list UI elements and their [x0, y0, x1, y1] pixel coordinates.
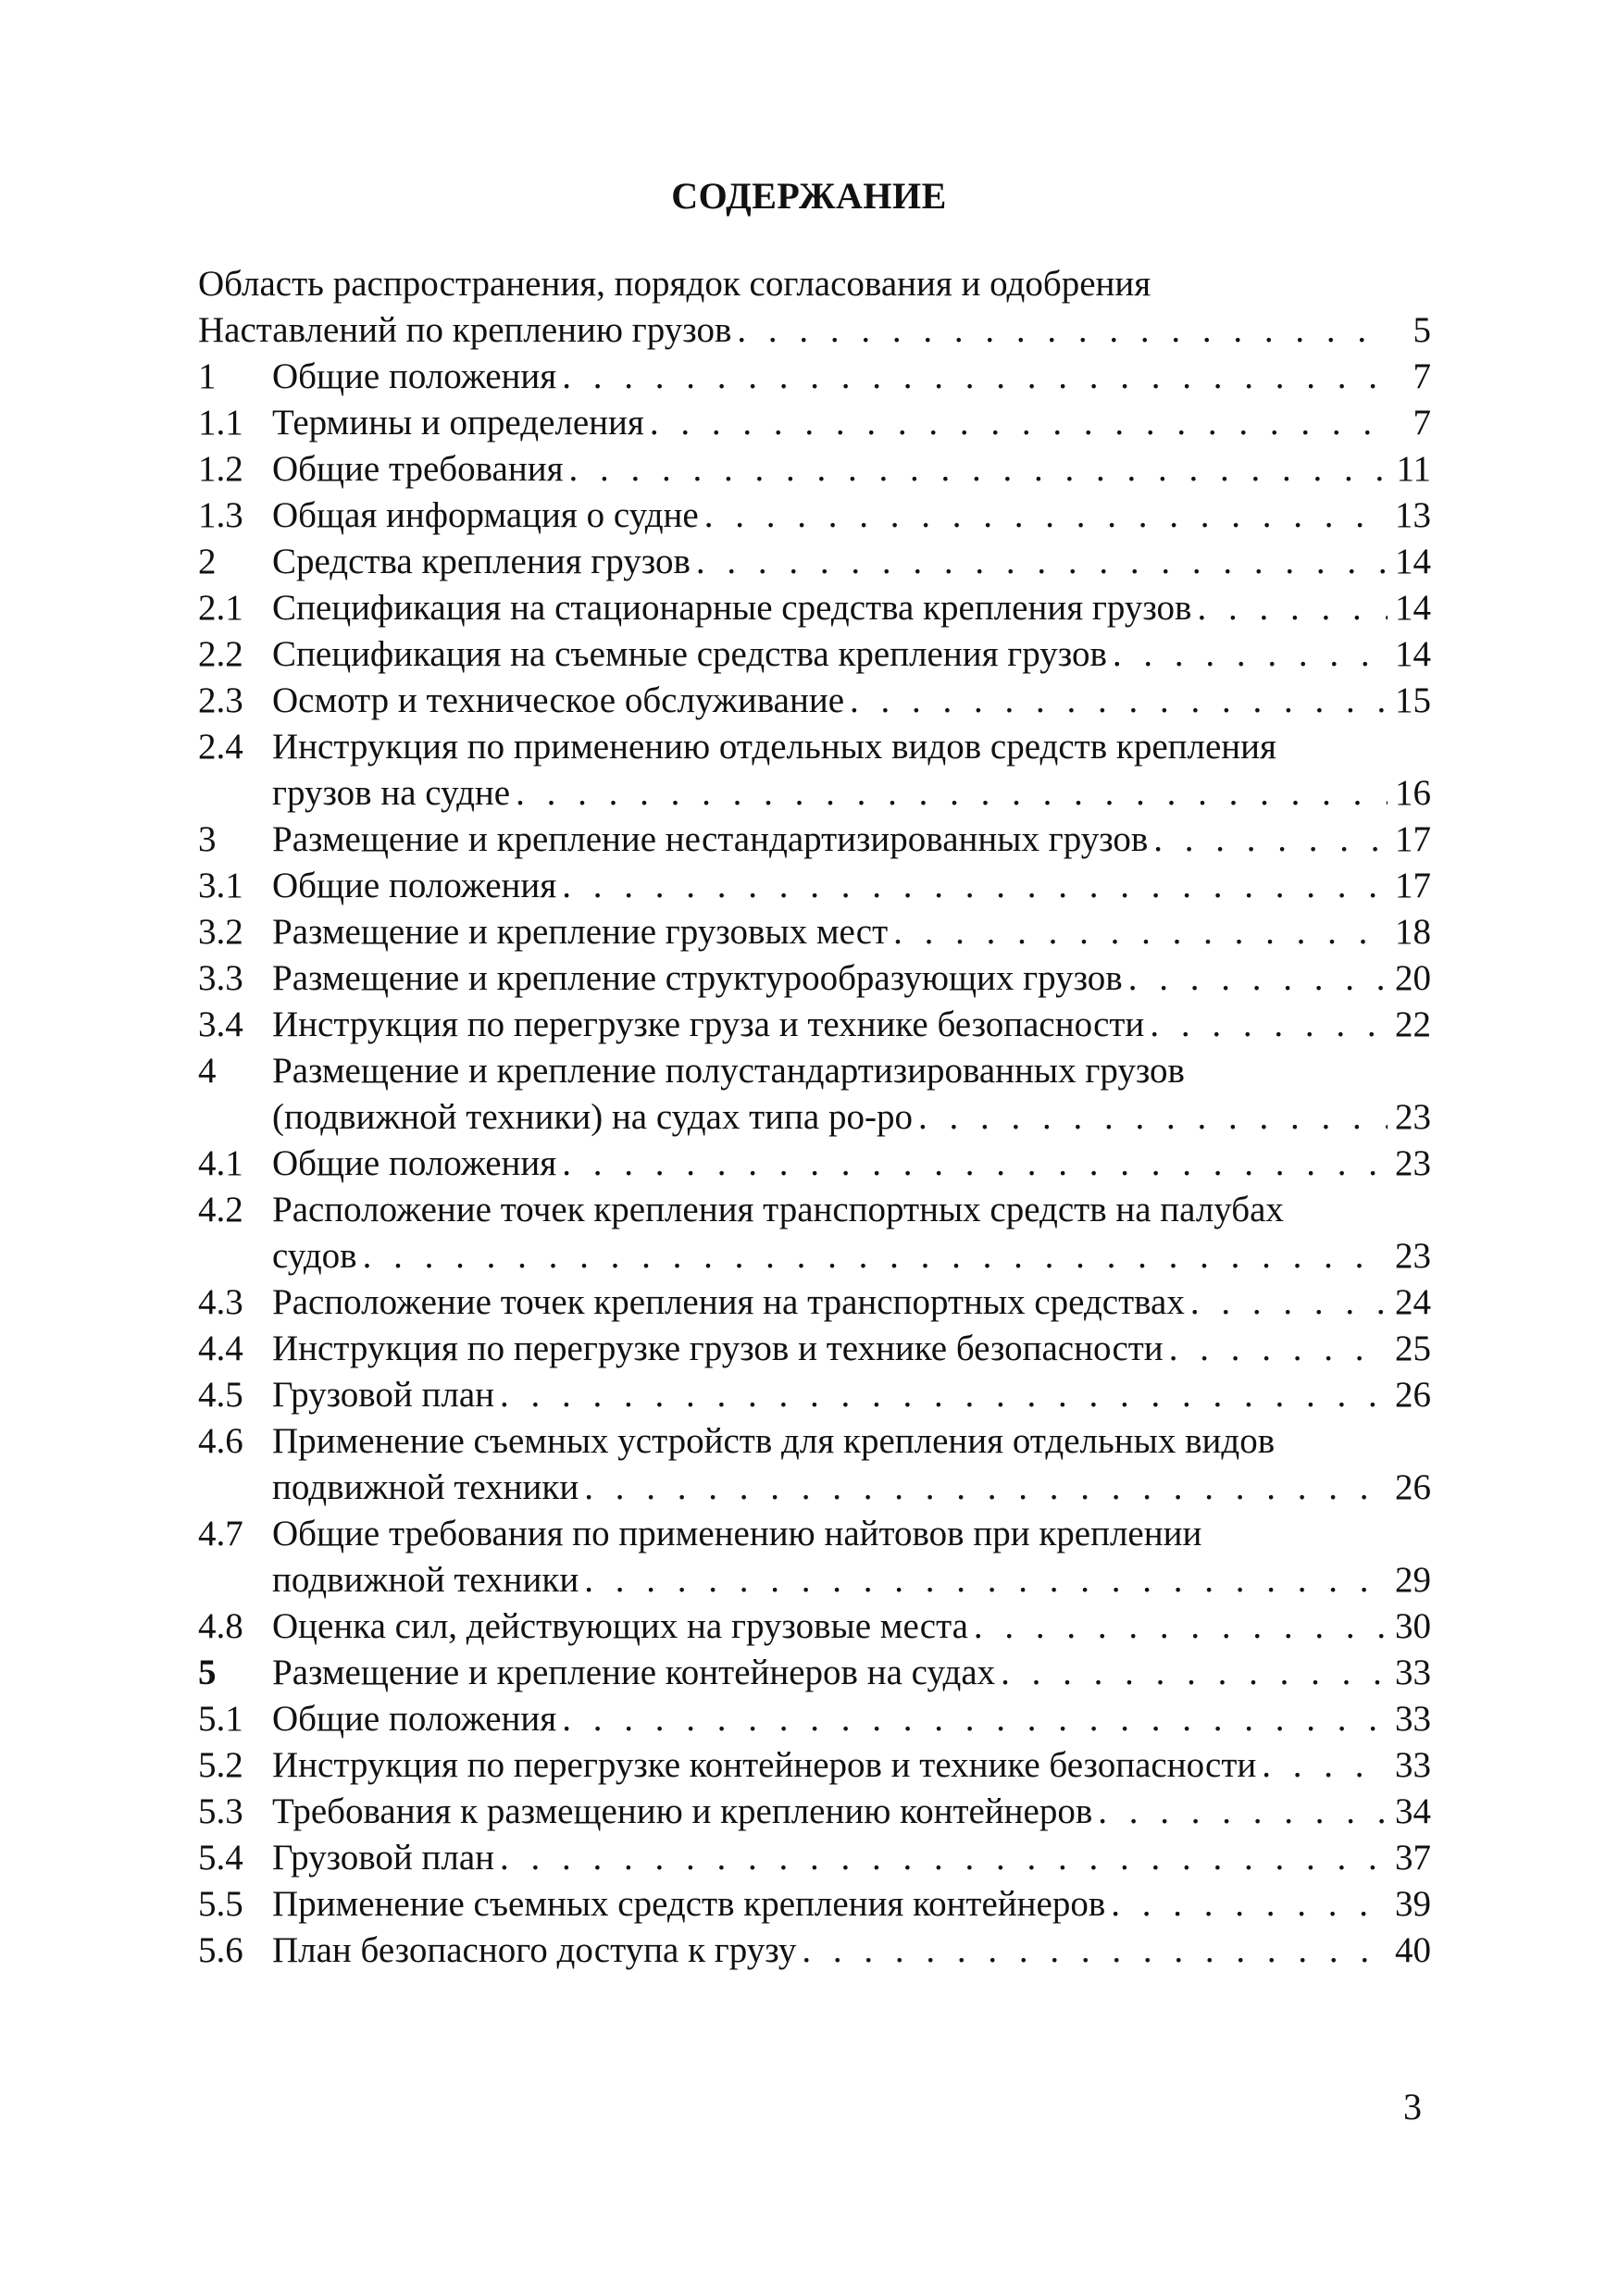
dot-leader: [1169, 1326, 1388, 1372]
toc-entry[interactable]: [198, 1326, 1431, 1372]
page-title: СОДЕРЖАНИЕ: [671, 175, 947, 217]
dot-leader: [1197, 585, 1388, 631]
toc-entry-title: Область распространения, порядок согласования и одобрения: [198, 264, 1151, 304]
toc-entry-number: 3.3: [198, 958, 243, 998]
dot-leader: [363, 1233, 1388, 1279]
toc-entry-title: Размещение и крепление грузовых мест: [272, 912, 889, 952]
toc-entry[interactable]: [198, 1141, 1431, 1187]
toc-entry-number: 1.2: [198, 449, 243, 489]
toc-entry-number: 2.2: [198, 634, 243, 674]
toc-entry-page: 26: [1395, 1467, 1431, 1507]
toc-entry-number: 2.1: [198, 588, 243, 628]
toc-entry[interactable]: [198, 539, 1431, 585]
toc-entry-number: 5.3: [198, 1791, 243, 1831]
toc-entry[interactable]: [198, 909, 1431, 955]
toc-entry-title: Общие положения: [272, 1699, 557, 1739]
toc-entry-title: судов: [272, 1236, 357, 1276]
toc-entry-title: Общие положения: [272, 356, 557, 396]
toc-entry-number: 4.5: [198, 1375, 243, 1415]
toc-entry-page: 33: [1395, 1653, 1431, 1692]
toc-entry-page: 15: [1395, 680, 1431, 720]
toc-entry-page: 26: [1395, 1375, 1431, 1415]
toc-entry-page: 33: [1395, 1699, 1431, 1739]
dot-leader: [1153, 817, 1388, 863]
toc-entry-title: Инструкция по перегрузке грузов и технике безопасности: [272, 1329, 1164, 1368]
toc-entry-page: 24: [1395, 1282, 1431, 1322]
toc-entry-number: 5.4: [198, 1838, 243, 1878]
toc-entry-number: 5.6: [198, 1930, 243, 1970]
toc-entry[interactable]: [198, 585, 1431, 631]
toc-entry-title: Средства крепления грузов: [272, 542, 691, 581]
toc-entry-number: 4.3: [198, 1282, 243, 1322]
toc-entry-number: 5: [198, 1653, 217, 1692]
toc-entry-number: 4.1: [198, 1143, 243, 1183]
toc-entry-number: 5.2: [198, 1745, 243, 1785]
toc-entry-title: подвижной техники: [272, 1467, 579, 1507]
toc-entry-number: 1.1: [198, 403, 243, 443]
dot-leader: [500, 1372, 1388, 1418]
dot-leader: [562, 1141, 1388, 1187]
toc-entry[interactable]: [198, 817, 1431, 863]
toc-entry-page: 34: [1395, 1791, 1431, 1831]
toc-entry-title: Спецификация на съемные средства крепления грузов: [272, 634, 1107, 674]
toc-entry[interactable]: [198, 724, 1431, 817]
dot-leader: [1128, 955, 1388, 1002]
toc-entry-number: 4.8: [198, 1606, 243, 1646]
toc-entry[interactable]: [198, 1048, 1431, 1141]
toc-entry[interactable]: [198, 1511, 1431, 1603]
toc-entry-page: 16: [1395, 773, 1431, 813]
toc-entry-page: 23: [1395, 1236, 1431, 1276]
toc-entry-title: Общие требования: [272, 449, 564, 489]
toc-entry-title: Расположение точек крепления на транспортных средствах: [272, 1282, 1185, 1322]
dot-leader: [500, 1835, 1388, 1881]
toc-entry[interactable]: [198, 493, 1431, 539]
dot-leader: [1262, 1742, 1388, 1789]
toc-entry[interactable]: [198, 1372, 1431, 1418]
toc-entry-title: Грузовой план: [272, 1838, 495, 1878]
toc-entry-title: Общие положения: [272, 1143, 557, 1183]
toc-entry-title: Требования к размещению и креплению контейнеров: [272, 1791, 1093, 1831]
toc-entry-page: 40: [1395, 1930, 1431, 1970]
dot-leader: [1111, 1881, 1388, 1928]
toc-entry-title: Спецификация на стационарные средства крепления грузов: [272, 588, 1192, 628]
toc-entry-number: 3.2: [198, 912, 243, 952]
table-of-contents: [198, 261, 1431, 1974]
toc-entry-page: 14: [1395, 634, 1431, 674]
toc-entry[interactable]: [198, 1603, 1431, 1650]
toc-entry[interactable]: [198, 1418, 1431, 1511]
toc-entry-page: 17: [1395, 866, 1431, 905]
toc-entry-number: 5.5: [198, 1884, 243, 1924]
toc-entry-number: 4.4: [198, 1329, 243, 1368]
toc-entry[interactable]: [198, 261, 1431, 354]
toc-entry-title: Размещение и крепление контейнеров на судах: [272, 1653, 996, 1692]
toc-entry[interactable]: [198, 1002, 1431, 1048]
toc-entry-page: 18: [1395, 912, 1431, 952]
dot-leader: [1001, 1650, 1388, 1696]
toc-entry-number: 2: [198, 542, 217, 581]
dot-leader: [850, 678, 1388, 724]
toc-entry-page: 39: [1395, 1884, 1431, 1924]
toc-entry-number: 3.4: [198, 1004, 243, 1044]
toc-entry-title: Грузовой план: [272, 1375, 495, 1415]
toc-entry-page: 30: [1395, 1606, 1431, 1646]
dot-leader: [918, 1094, 1388, 1141]
dot-leader: [737, 307, 1388, 354]
dot-leader: [569, 446, 1388, 493]
toc-entry-title: Общая информация о судне: [272, 495, 699, 535]
dot-leader: [1150, 1002, 1388, 1048]
toc-entry[interactable]: [198, 400, 1431, 446]
toc-entry-page: 25: [1395, 1329, 1431, 1368]
toc-entry[interactable]: [198, 1279, 1431, 1326]
toc-entry[interactable]: [198, 1742, 1431, 1789]
toc-entry[interactable]: [198, 1650, 1431, 1696]
toc-entry-title: Инструкция по перегрузке груза и технике безопасности: [272, 1004, 1145, 1044]
page-number: 3: [1403, 2086, 1422, 2128]
toc-entry-title: Оценка сил, действующих на грузовые места: [272, 1606, 968, 1646]
toc-entry-page: 23: [1395, 1097, 1431, 1137]
dot-leader: [704, 493, 1388, 539]
toc-entry[interactable]: [198, 1187, 1431, 1279]
toc-entry-title: Общие положения: [272, 866, 557, 905]
toc-entry-number: 4.7: [198, 1514, 243, 1554]
toc-entry-title: Применение съемных средств крепления контейнеров: [272, 1884, 1106, 1924]
dot-leader: [516, 770, 1388, 817]
toc-entry-number: 1: [198, 356, 217, 396]
dot-leader: [584, 1557, 1388, 1603]
toc-entry-title: Общие требования по применению найтовов при креплении: [272, 1514, 1202, 1554]
toc-entry-number: 2.3: [198, 680, 243, 720]
toc-entry-page: 14: [1395, 542, 1431, 581]
toc-entry-number: 4.6: [198, 1421, 243, 1461]
toc-entry-number: 3.1: [198, 866, 243, 905]
toc-entry-title: грузов на судне: [272, 773, 511, 813]
toc-entry-title: (подвижной техники) на судах типа ро-ро: [272, 1097, 913, 1137]
toc-entry-number: 3: [198, 819, 217, 859]
dot-leader: [893, 909, 1388, 955]
toc-entry-page: 7: [1413, 356, 1431, 396]
toc-entry-number: 4: [198, 1051, 217, 1091]
dot-leader: [562, 863, 1388, 909]
dot-leader: [1113, 631, 1388, 678]
toc-entry[interactable]: [198, 354, 1431, 400]
dot-leader: [974, 1603, 1388, 1650]
dot-leader: [584, 1465, 1388, 1511]
toc-entry-page: 20: [1395, 958, 1431, 998]
toc-entry[interactable]: [198, 1835, 1431, 1881]
dot-leader: [650, 400, 1388, 446]
toc-entry-page: 11: [1396, 449, 1431, 489]
toc-entry-page: 22: [1395, 1004, 1431, 1044]
toc-entry-title: Наставлений по креплению грузов: [198, 310, 732, 350]
toc-entry-page: 17: [1395, 819, 1431, 859]
dot-leader: [696, 539, 1388, 585]
dot-leader: [562, 354, 1388, 400]
toc-entry[interactable]: [198, 1789, 1431, 1835]
toc-entry-page: 23: [1395, 1143, 1431, 1183]
dot-leader: [802, 1928, 1388, 1974]
toc-entry-page: 5: [1413, 310, 1431, 350]
toc-entry-title: Осмотр и техническое обслуживание: [272, 680, 845, 720]
toc-entry-page: 13: [1395, 495, 1431, 535]
toc-entry[interactable]: [198, 863, 1431, 909]
toc-entry-number: 5.1: [198, 1699, 243, 1739]
toc-entry[interactable]: [198, 1696, 1431, 1742]
toc-entry[interactable]: [198, 631, 1431, 678]
toc-entry[interactable]: [198, 955, 1431, 1002]
toc-entry-page: 29: [1395, 1560, 1431, 1600]
toc-entry-title: Инструкция по применению отдельных видов средств крепления: [272, 727, 1276, 767]
toc-entry-number: 4.2: [198, 1190, 243, 1229]
dot-leader: [1190, 1279, 1388, 1326]
toc-entry-title: Расположение точек крепления транспортных средств на палубах: [272, 1190, 1284, 1229]
toc-entry[interactable]: [198, 1928, 1431, 1974]
toc-entry-number: 2.4: [198, 727, 243, 767]
toc-entry-title: Инструкция по перегрузке контейнеров и технике безопасности: [272, 1745, 1257, 1785]
toc-entry-title: Размещение и крепление полустандартизированных грузов: [272, 1051, 1185, 1091]
toc-entry-page: 14: [1395, 588, 1431, 628]
toc-entry-page: 37: [1395, 1838, 1431, 1878]
toc-entry-title: подвижной техники: [272, 1560, 579, 1600]
toc-entry[interactable]: [198, 446, 1431, 493]
toc-entry-title: Применение съемных устройств для крепления отдельных видов: [272, 1421, 1276, 1461]
toc-entry-page: 33: [1395, 1745, 1431, 1785]
toc-entry-page: 7: [1413, 403, 1431, 443]
toc-entry-title: Термины и определения: [272, 403, 644, 443]
toc-entry[interactable]: [198, 678, 1431, 724]
toc-entry[interactable]: [198, 1881, 1431, 1928]
dot-leader: [1098, 1789, 1388, 1835]
toc-entry-title: План безопасного доступа к грузу: [272, 1930, 797, 1970]
toc-entry-title: Размещение и крепление нестандартизированных грузов: [272, 819, 1149, 859]
toc-entry-title: Размещение и крепление структурообразующих грузов: [272, 958, 1123, 998]
toc-entry-number: 1.3: [198, 495, 243, 535]
dot-leader: [562, 1696, 1388, 1742]
